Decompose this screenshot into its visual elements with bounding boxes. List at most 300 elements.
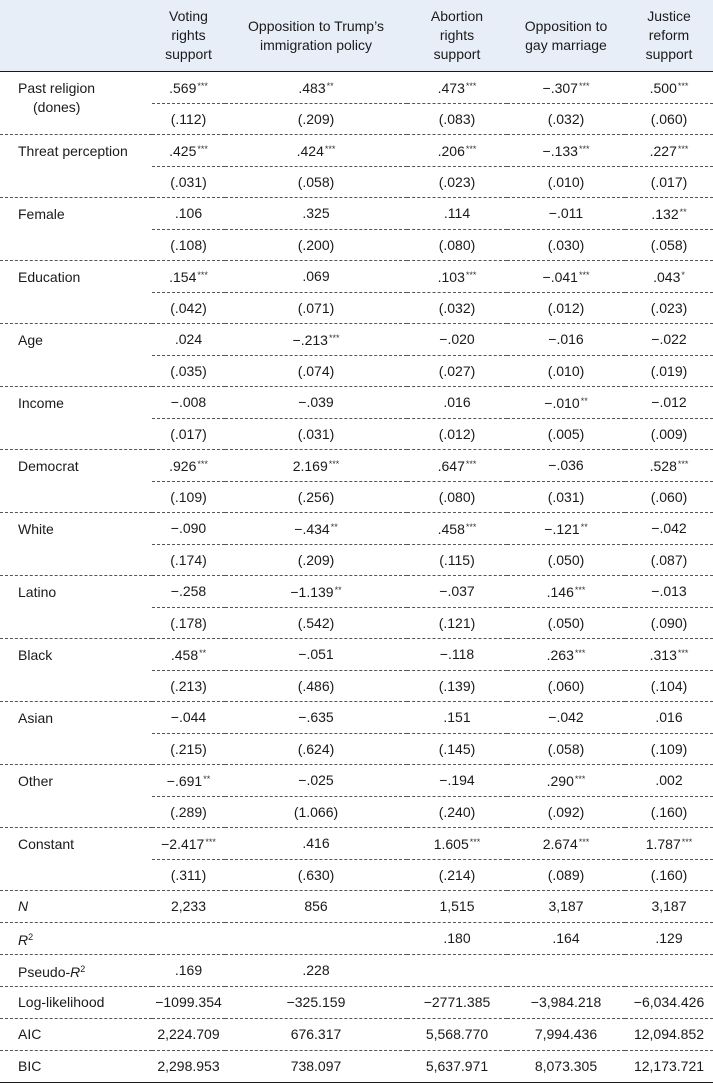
statistic-value (625, 955, 713, 987)
statistic-value: 3,187 (625, 891, 713, 923)
significance-stars: ** (334, 585, 342, 595)
variable-label: Latino (0, 576, 152, 639)
coefficient-cell (407, 765, 507, 797)
coefficient-cell (407, 828, 507, 860)
coefficient-value: .043 (653, 269, 681, 285)
coefficient-value: .458 (437, 521, 465, 537)
coefficient-value: .024 (174, 331, 203, 347)
variable-label (0, 72, 152, 135)
significance-stars: *** (465, 459, 477, 469)
coefficient-value: −.051 (298, 646, 334, 662)
standard-error-cell: (.012) (507, 293, 625, 324)
coefficient-cell (507, 639, 625, 671)
statistic-value: −1099.354 (152, 987, 225, 1019)
statistic-value: −325.159 (225, 987, 407, 1019)
coefficient-cell (225, 198, 407, 230)
coefficient-cell (152, 639, 225, 671)
table-body (0, 72, 713, 1083)
coefficient-cell (225, 513, 407, 545)
coefficient-value: −.434 (294, 521, 330, 537)
coefficient-value: −.042 (548, 709, 584, 725)
statistic-row (0, 923, 713, 955)
coefficient-value: .146 (546, 584, 574, 600)
significance-stars: *** (328, 333, 340, 343)
coefficient-value: −.025 (298, 772, 334, 788)
standard-error-cell: (.624) (225, 734, 407, 765)
standard-error-cell: (.240) (407, 797, 507, 828)
coefficient-value: .473 (437, 80, 465, 96)
standard-error-cell: (.104) (625, 671, 713, 702)
variable-label-line: (dones) (33, 99, 81, 115)
standard-error-cell: (.160) (625, 860, 713, 891)
coefficient-value: −.011 (548, 205, 584, 221)
standard-error-cell: (.032) (507, 104, 625, 135)
standard-error-cell: (.031) (507, 482, 625, 513)
coefficient-cell (625, 198, 713, 230)
coefficient-value: .483 (298, 80, 326, 96)
column-header-line: rights (439, 27, 475, 43)
variable-label: Age (0, 324, 152, 387)
standard-error-cell: (.058) (225, 167, 407, 198)
standard-error-cell: (.542) (225, 608, 407, 639)
standard-error-cell: (.087) (625, 545, 713, 576)
coefficient-value: .313 (649, 647, 677, 663)
coefficient-value: −.008 (170, 394, 207, 410)
coefficient-cell (152, 576, 225, 608)
coefficient-value: .114 (443, 205, 471, 221)
standard-error-cell: (.031) (225, 419, 407, 450)
column-header-line: Justice (647, 8, 691, 24)
statistic-value (507, 955, 625, 987)
variable-label: Other (0, 765, 152, 828)
coefficient-value: .425 (169, 143, 197, 159)
significance-stars: * (681, 270, 685, 280)
column-header-line: rights (171, 27, 206, 43)
standard-error-cell: (.071) (225, 293, 407, 324)
significance-stars: *** (465, 270, 477, 280)
coefficient-cell (407, 324, 507, 356)
significance-stars: *** (324, 144, 336, 154)
standard-error-cell: (.031) (152, 167, 225, 198)
significance-stars: ** (580, 522, 588, 532)
coefficient-value: .926 (169, 458, 197, 474)
header-row (0, 0, 713, 72)
coefficient-row (0, 576, 713, 608)
coefficient-value: .151 (443, 709, 471, 725)
coefficient-cell (407, 72, 507, 104)
coefficient-value: 1.787 (645, 836, 681, 852)
coefficient-cell (225, 765, 407, 797)
coefficient-value: −.012 (651, 394, 687, 410)
coefficient-value: −.036 (548, 457, 584, 473)
standard-error-cell: (.035) (152, 356, 225, 387)
coefficient-cell (625, 72, 713, 104)
statistic-value: .169 (152, 955, 225, 987)
standard-error-cell: (.019) (625, 356, 713, 387)
statistic-value: −3,984.218 (507, 987, 625, 1019)
statistic-value: 738.097 (225, 1051, 407, 1083)
standard-error-cell: (.042) (152, 293, 225, 324)
coefficient-cell (507, 72, 625, 104)
column-header-line: gay marriage (525, 36, 607, 53)
column-header (625, 0, 713, 72)
coefficient-value: −.042 (651, 520, 687, 536)
coefficient-cell (225, 72, 407, 104)
coefficient-value: .290 (546, 773, 574, 789)
standard-error-cell: (.139) (407, 671, 507, 702)
standard-error-cell: (.058) (507, 734, 625, 765)
coefficient-value: −.307 (542, 80, 578, 96)
significance-stars: ** (203, 774, 211, 784)
standard-error-cell: (.089) (507, 860, 625, 891)
statistic-label: BIC (0, 1051, 152, 1083)
coefficient-cell (507, 702, 625, 734)
statistic-value: 2,233 (152, 891, 225, 923)
coefficient-value: .106 (174, 205, 203, 221)
significance-stars: *** (578, 837, 590, 847)
coefficient-cell (407, 702, 507, 734)
statistic-value: 856 (225, 891, 407, 923)
coefficient-cell (225, 639, 407, 671)
standard-error-cell: (.200) (225, 230, 407, 261)
standard-error-cell: (.209) (225, 545, 407, 576)
coefficient-value: −.090 (170, 520, 207, 536)
significance-stars: *** (578, 81, 590, 91)
coefficient-value: .002 (655, 772, 683, 788)
standard-error-cell: (.109) (625, 734, 713, 765)
coefficient-cell (152, 324, 225, 356)
significance-stars: *** (197, 81, 208, 91)
statistic-value: 3,187 (507, 891, 625, 923)
coefficient-row (0, 450, 713, 482)
significance-stars: *** (574, 774, 586, 784)
standard-error-cell: (.010) (507, 356, 625, 387)
column-header-line: Opposition to Trump’s (248, 17, 384, 34)
column-header-line: Voting (169, 8, 208, 24)
coefficient-value: −.044 (170, 709, 207, 725)
column-header-line: immigration policy (259, 36, 373, 53)
standard-error-cell: (.027) (407, 356, 507, 387)
coefficient-cell (507, 198, 625, 230)
coefficient-cell (407, 135, 507, 167)
statistic-row (0, 987, 713, 1019)
standard-error-cell: (.012) (407, 419, 507, 450)
significance-stars: *** (465, 144, 477, 154)
statistic-label-text: R (18, 931, 29, 948)
significance-stars: *** (677, 81, 689, 91)
header-corner (0, 0, 152, 72)
standard-error-cell: (.256) (225, 482, 407, 513)
standard-error-cell: (.030) (507, 230, 625, 261)
standard-error-cell: (.112) (152, 104, 225, 135)
coefficient-cell (625, 513, 713, 545)
variable-label: Black (0, 639, 152, 702)
standard-error-cell: (.060) (625, 482, 713, 513)
statistic-value: 2,298.953 (152, 1051, 225, 1083)
standard-error-cell: (.109) (152, 482, 225, 513)
coefficient-value: .458 (170, 647, 199, 663)
coefficient-cell (225, 261, 407, 293)
coefficient-cell (225, 324, 407, 356)
statistic-value: 12,173.721 (625, 1051, 713, 1083)
coefficient-cell (152, 702, 225, 734)
statistic-value: .164 (507, 923, 625, 955)
superscript: 2 (80, 963, 86, 974)
coefficient-row (0, 324, 713, 356)
statistic-value: −6,034.426 (625, 987, 713, 1019)
coefficient-cell (625, 765, 713, 797)
significance-stars: ** (326, 81, 334, 91)
statistic-value: 8,073.305 (507, 1051, 625, 1083)
coefficient-cell (507, 324, 625, 356)
significance-stars: ** (580, 396, 588, 406)
significance-stars: *** (574, 585, 586, 595)
coefficient-cell (225, 387, 407, 419)
coefficient-cell (507, 828, 625, 860)
coefficient-value: −.010 (544, 395, 580, 411)
standard-error-cell: (.092) (507, 797, 625, 828)
variable-label: Constant (0, 828, 152, 891)
statistic-row (0, 955, 713, 987)
coefficient-value: −.133 (542, 143, 578, 159)
coefficient-value: 2.674 (542, 836, 578, 852)
coefficient-cell (152, 513, 225, 545)
table-header (0, 0, 713, 72)
coefficient-cell (625, 324, 713, 356)
coefficient-row (0, 198, 713, 230)
statistic-value: −2771.385 (407, 987, 507, 1019)
statistic-value: .129 (625, 923, 713, 955)
coefficient-value: 2.169 (292, 458, 328, 474)
variable-label: White (0, 513, 152, 576)
coefficient-value: −.213 (292, 332, 328, 348)
standard-error-cell: (.080) (407, 482, 507, 513)
coefficient-value: .416 (302, 835, 330, 851)
variable-label: Democrat (0, 450, 152, 513)
standard-error-cell: (.023) (407, 167, 507, 198)
significance-stars: *** (197, 459, 208, 469)
standard-error-cell: (.060) (625, 104, 713, 135)
standard-error-cell: (.213) (152, 671, 225, 702)
variable-label: Income (0, 387, 152, 450)
standard-error-cell: (.050) (507, 545, 625, 576)
coefficient-cell (225, 702, 407, 734)
variable-label: Education (0, 261, 152, 324)
column-header-line: support (433, 46, 481, 62)
significance-stars: *** (328, 459, 340, 469)
coefficient-row (0, 261, 713, 293)
coefficient-value: −.635 (298, 709, 334, 725)
column-header (407, 0, 507, 72)
statistic-label: AIC (0, 1019, 152, 1051)
coefficient-cell (625, 576, 713, 608)
statistic-label-text: N (18, 898, 29, 914)
standard-error-cell: (.108) (152, 230, 225, 261)
coefficient-cell (152, 261, 225, 293)
significance-stars: *** (465, 522, 477, 532)
significance-stars: *** (677, 144, 689, 154)
coefficient-value: −.037 (439, 583, 475, 599)
column-header (225, 0, 407, 72)
coefficient-row (0, 828, 713, 860)
standard-error-cell: (.178) (152, 608, 225, 639)
coefficient-cell (407, 576, 507, 608)
coefficient-cell (225, 576, 407, 608)
coefficient-value: −.691 (166, 773, 203, 789)
significance-stars: *** (197, 270, 208, 280)
significance-stars: *** (205, 837, 216, 847)
standard-error-cell: (.017) (152, 419, 225, 450)
standard-error-cell: (.050) (507, 608, 625, 639)
coefficient-cell (152, 450, 225, 482)
significance-stars: *** (578, 270, 590, 280)
standard-error-cell: (.080) (407, 230, 507, 261)
coefficient-value: .500 (649, 80, 677, 96)
standard-error-cell: (.209) (225, 104, 407, 135)
coefficient-cell (625, 828, 713, 860)
standard-error-cell: (.174) (152, 545, 225, 576)
coefficient-cell (625, 135, 713, 167)
coefficient-value: .206 (437, 143, 465, 159)
coefficient-value: .424 (296, 143, 324, 159)
standard-error-cell: (.486) (225, 671, 407, 702)
statistic-label: Pseudo-$R^2$ (0, 955, 152, 987)
coefficient-cell (225, 828, 407, 860)
statistic-value (407, 955, 507, 987)
coefficient-value: .528 (649, 458, 677, 474)
coefficient-cell (152, 828, 225, 860)
coefficient-cell (225, 135, 407, 167)
coefficient-row (0, 513, 713, 545)
significance-stars: ** (330, 522, 338, 532)
standard-error-cell: (.010) (507, 167, 625, 198)
column-header-line: reform (648, 27, 690, 43)
standard-error-cell: (.017) (625, 167, 713, 198)
standard-error-cell: (.630) (225, 860, 407, 891)
coefficient-cell (407, 261, 507, 293)
variable-label: Asian (0, 702, 152, 765)
coefficient-cell (407, 450, 507, 482)
significance-stars: ** (199, 648, 207, 658)
coefficient-value: −.194 (439, 772, 475, 788)
significance-stars: *** (677, 459, 689, 469)
significance-stars: *** (681, 837, 693, 847)
coefficient-cell (152, 765, 225, 797)
statistic-value (225, 923, 407, 955)
coefficient-value: −.020 (439, 331, 475, 347)
column-header-line: Abortion (430, 8, 484, 24)
coefficient-value: −.016 (548, 331, 584, 347)
coefficient-cell (507, 576, 625, 608)
standard-error-cell: (.215) (152, 734, 225, 765)
coefficient-value: .647 (437, 458, 465, 474)
coefficient-value: −1.139 (290, 584, 334, 600)
standard-error-cell: (1.066) (225, 797, 407, 828)
standard-error-cell: (.009) (625, 419, 713, 450)
statistic-row (0, 891, 713, 923)
coefficient-cell (407, 639, 507, 671)
coefficient-value: −.022 (651, 331, 687, 347)
coefficient-cell (507, 513, 625, 545)
standard-error-cell: (.115) (407, 545, 507, 576)
coefficient-value: .154 (169, 269, 197, 285)
standard-error-cell: (.005) (507, 419, 625, 450)
coefficient-cell (625, 639, 713, 671)
coefficient-value: .132 (651, 206, 679, 222)
statistic-label (0, 891, 152, 923)
standard-error-cell: (.289) (152, 797, 225, 828)
significance-stars: *** (469, 837, 481, 847)
coefficient-value: −2.417 (161, 836, 205, 852)
coefficient-value: −.039 (298, 394, 334, 410)
statistic-value: .180 (407, 923, 507, 955)
statistic-label (0, 923, 152, 955)
column-header (152, 0, 225, 72)
standard-error-cell: (.090) (625, 608, 713, 639)
coefficient-cell (407, 387, 507, 419)
coefficient-row (0, 135, 713, 167)
coefficient-value: −.118 (439, 646, 475, 662)
coefficient-value: .227 (649, 143, 677, 159)
coefficient-cell (625, 387, 713, 419)
standard-error-cell: (.060) (507, 671, 625, 702)
standard-error-cell: (.160) (625, 797, 713, 828)
standard-error-cell: (.032) (407, 293, 507, 324)
standard-error-cell: (.083) (407, 104, 507, 135)
significance-stars: *** (677, 648, 689, 658)
standard-error-cell: (.145) (407, 734, 507, 765)
coefficient-cell (507, 765, 625, 797)
coefficient-value: .569 (169, 80, 197, 96)
coefficient-cell (507, 135, 625, 167)
statistic-value: 5,637.971 (407, 1051, 507, 1083)
coefficient-value: −.258 (170, 583, 207, 599)
standard-error-cell: (.214) (407, 860, 507, 891)
significance-stars: *** (197, 144, 208, 154)
coefficient-cell (407, 198, 507, 230)
statistic-label-text: Pseudo- (18, 963, 71, 980)
statistic-value: 2,224.709 (152, 1019, 225, 1051)
coefficient-cell (625, 261, 713, 293)
statistic-value (152, 923, 225, 955)
standard-error-cell: (.074) (225, 356, 407, 387)
coefficient-cell (152, 135, 225, 167)
coefficient-value: −.013 (651, 583, 687, 599)
coefficient-value: .016 (443, 394, 471, 410)
coefficient-value: .103 (437, 269, 465, 285)
superscript: 2 (28, 931, 34, 942)
variable-label: Female (0, 198, 152, 261)
coefficient-row (0, 387, 713, 419)
coefficient-cell (225, 450, 407, 482)
column-header (507, 0, 625, 72)
significance-stars: *** (578, 144, 590, 154)
statistic-label: Log-likelihood (0, 987, 152, 1019)
coefficient-row (0, 639, 713, 671)
standard-error-cell: (.023) (625, 293, 713, 324)
coefficient-cell (625, 450, 713, 482)
coefficient-cell (507, 387, 625, 419)
statistic-value: 5,568.770 (407, 1019, 507, 1051)
coefficient-value: .016 (655, 709, 683, 725)
standard-error-cell: (.121) (407, 608, 507, 639)
statistic-value: 7,994.436 (507, 1019, 625, 1051)
column-header-line: support (645, 46, 693, 62)
coefficient-cell (625, 702, 713, 734)
significance-stars: *** (465, 81, 477, 91)
coefficient-cell (507, 450, 625, 482)
column-header-line: support (165, 46, 212, 62)
